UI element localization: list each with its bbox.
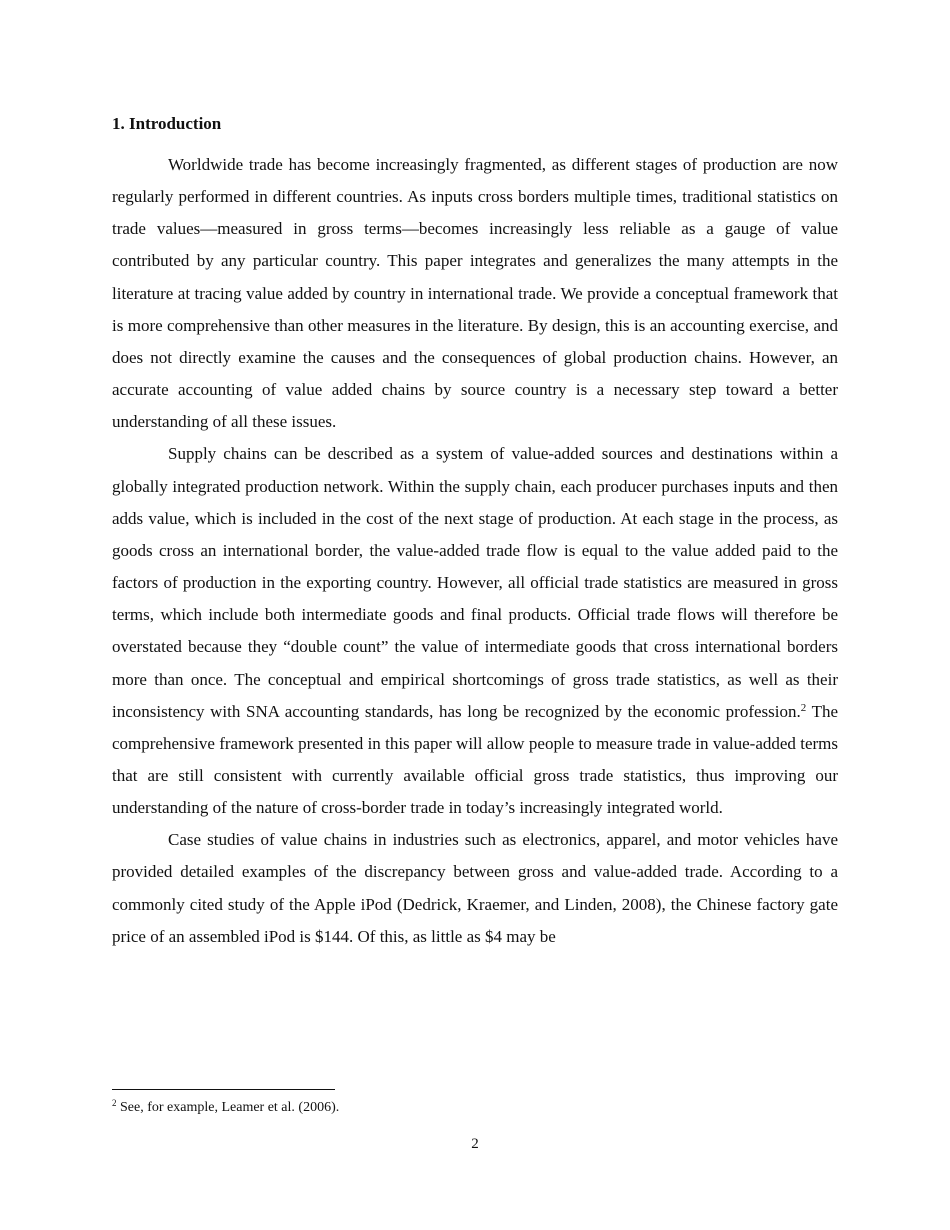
- paragraph-2-text-before-note: Supply chains can be described as a system of value-added sources and destinations within a globally integrated production network. Within the supply chain, each producer purchases inputs and then adds value, which is included in the cost of the next stage of production. At each stage in the process, as goods cross an international border, the value-added trade flow is equal to the value added paid to the factors of production in the exporting country. However, all official trade statistics are measured in gross terms, which include both intermediate goods and final products. Official trade flows will therefore be overstated because they “double count” the value of intermediate goods that cross international borders more than once. The conceptual and empirical shortcomings of gross trade statistics, as well as their inconsistency with SNA accounting standards, has long be recognized by the economic profession.: [112, 444, 838, 721]
- footnote-reference: 2: [800, 701, 807, 714]
- footnote-text: See, for example, Leamer et al. (2006).: [116, 1100, 340, 1115]
- paragraph-2-text-after-note: The comprehensive framework presented in this paper will allow people to measure trade in value-added terms that are still consistent with currently available official gross trade statistics, thus improving our understanding of the nature of cross-border trade in today’s increasingly integrated world.: [112, 701, 838, 818]
- paragraph-1: Worldwide trade has become increasingly fragmented, as different stages of production are now regularly performed in different countries. As inputs cross borders multiple times, traditional statistics on trade values—measured in gross terms—becomes increasingly less reliable as a gauge of value contributed by any particular country. This paper integrates and generalizes the many attempts in the literature at tracing value added by country in international trade. We provide a conceptual framework that is more comprehensive than other measures in the literature. By design, this is an accounting exercise, and does not directly examine the causes and the consequences of global production chains. However, an accurate accounting of value added chains by source country is a necessary step toward a better understanding of all these issues.: [112, 155, 838, 432]
- section-title: 1. Introduction: [112, 114, 222, 133]
- footnote-number: 2: [112, 1098, 117, 1108]
- footnote: [112, 1098, 339, 1118]
- page-number: 2: [471, 1136, 479, 1152]
- paragraph-2: [112, 438, 838, 824]
- body-text: [112, 149, 838, 953]
- footnote-divider: [112, 1089, 335, 1090]
- paper-page: [112, 0, 838, 1230]
- paragraph-3: Case studies of value chains in industries such as electronics, apparel, and motor vehicles have provided detailed examples of the discrepancy between gross and value-added trade. According to a commonly cited study of the Apple iPod (Dedrick, Kraemer, and Linden, 2008), the Chinese factory gate price of an assembled iPod is $144. Of this, as little as $4 may be: [112, 830, 838, 946]
